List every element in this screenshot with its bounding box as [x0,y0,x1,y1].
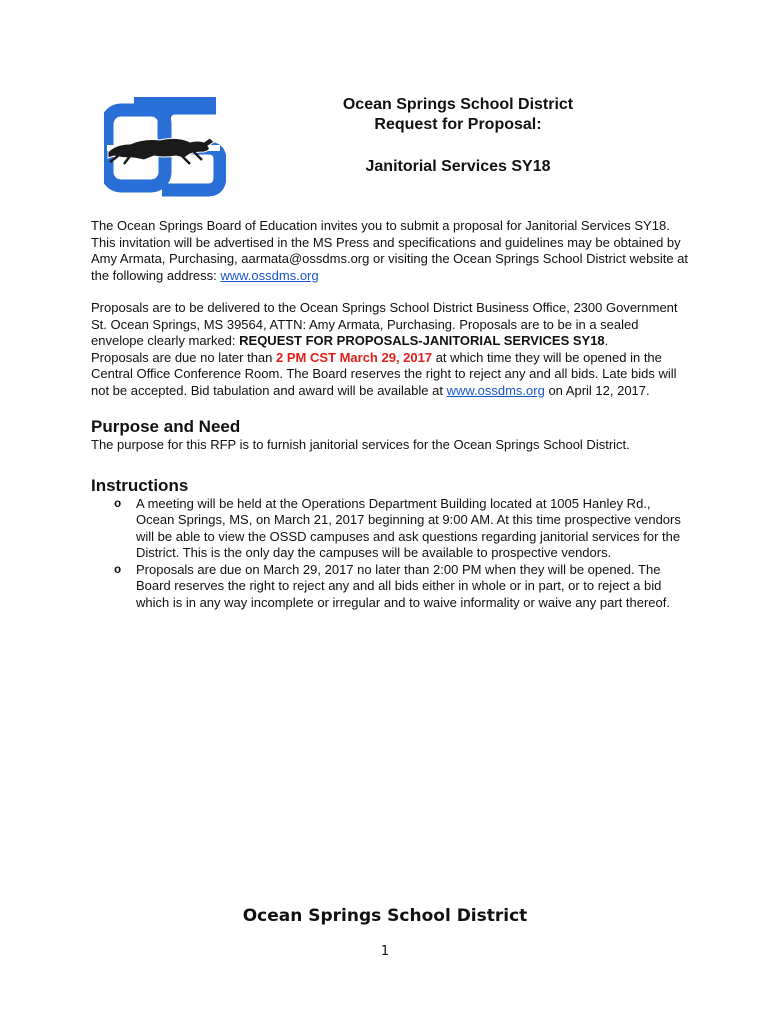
due-prefix: Proposals are due no later than [91,349,277,365]
document-body [91,218,691,611]
bullet: o [114,496,122,511]
delivery-paragraph [91,300,691,350]
due-paragraph [91,350,691,400]
title-block [300,95,616,177]
due-deadline: 2 PM CST March 29, 2017 [276,349,433,365]
rfp-title: Request for Proposal: [374,116,542,133]
delivery-period: . [604,333,609,348]
website-link[interactable]: www.ossdms.org [220,267,319,283]
intro-text: The Ocean Springs Board of Education invites you to submit a proposal for Janitorial Services SY18. This invitation will be advertised in the MS Press and specifications and guidelines may be obtained by Amy Armata, Purchasing, aarmata@ossdms.org or visiting the Ocean Springs School District website at the following address: [91,218,688,283]
instruction-text: Proposals are due on March 29, 2017 no later than 2:00 PM when they will be opened. The Board reserves the right to reject any and all bids either in whole or in part, or to reject a bid which is in any way incomplete or irregular and to waive informality or waive any part thereof. [136,561,670,610]
district-logo [104,96,226,200]
page-number: 1 [380,944,390,959]
due-suffix: at which time they will be opened in the Central Office Conference Room. The Board reserves the right to reject any and all bids. Late bids will not be accepted. Bid tabulation and award will be available at [91,349,677,398]
intro-paragraph [91,218,691,284]
instructions-heading: Instructions [91,475,189,495]
instructions-list [91,496,691,612]
rfp-subject: Janitorial Services SY18 [365,158,551,175]
footer-title: Ocean Springs School District [242,906,528,926]
delivery-text: Proposals are to be delivered to the Ocean Springs School District Business Office, 2300 Government St. Ocean Springs, MS 39564, ATTN: Amy Armata, Purchasing. Proposals are to be in a sealed envelope clearly marked: [91,300,678,348]
due-end: on April 12, 2017. [544,382,650,398]
purpose-heading: Purpose and Need [91,417,241,436]
purpose-text: The purpose for this RFP is to furnish janitorial services for the Ocean Springs School District. [91,437,630,452]
bullet: o [114,562,122,577]
envelope-marking: REQUEST FOR PROPOSALS-JANITORIAL SERVICES SY18 [239,333,605,348]
instruction-text: A meeting will be held at the Operations Department Building located at 1005 Hanley Rd., Ocean Springs, MS, on March 21, 2017 beginning at 9:00 AM. At this time prospective vendors will be able to view the OSSD campuses and ask questions regarding janitorial services for the District. This is the only day the campuses will be available to prospective vendors. [136,495,681,560]
list-item [114,495,691,562]
list-item [114,561,691,612]
award-link[interactable]: www.ossdms.org [446,382,545,398]
district-title: Ocean Springs School District [342,96,574,113]
